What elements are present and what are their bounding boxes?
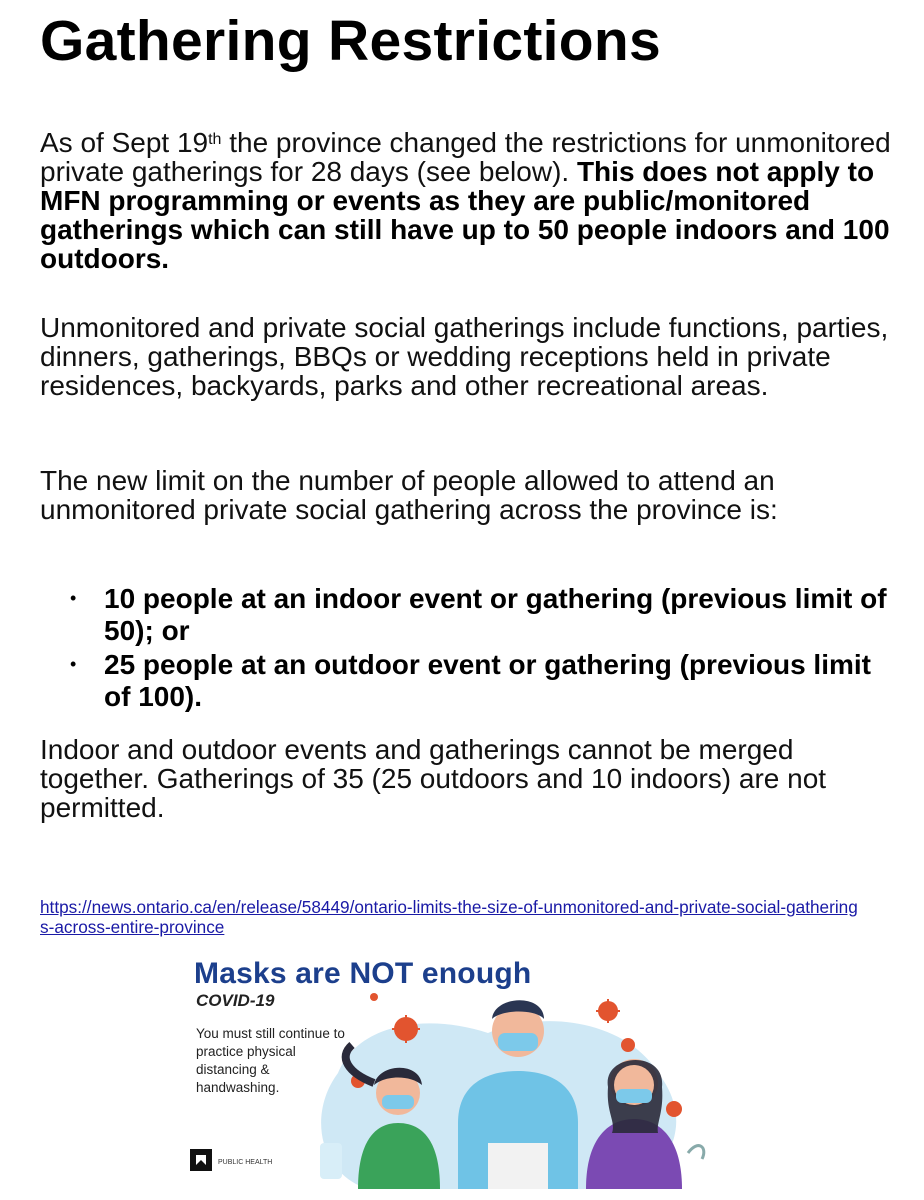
intro-paragraph xyxy=(40,128,900,273)
intro-text: the province changed the restrictions for unmonitored private gatherings for 28 days (see below). xyxy=(40,127,891,187)
bullet: • xyxy=(70,588,77,608)
limit-text: 10 people at an indoor event or gathering (previous limit of 50); or xyxy=(104,583,887,646)
logo-text: PUBLIC HEALTH xyxy=(218,1159,273,1166)
public-health-logo xyxy=(188,1145,308,1175)
list-item xyxy=(40,649,900,712)
list-item xyxy=(40,583,900,646)
bullet: • xyxy=(70,654,77,674)
infographic-subtitle: COVID-19 xyxy=(196,991,275,1010)
infographic-message: You must still continue to practice physical distancing & handwashing. xyxy=(196,1026,345,1095)
intro-bold-note: This does not apply to MFN programming or events as they are public/monitored gatherings which can still have up to 50 people indoors and 100 outdoors. xyxy=(40,156,890,274)
intro-date-text: As of Sept 19 xyxy=(40,127,209,158)
merge-note-paragraph: Indoor and outdoor events and gatherings cannot be merged together. Gatherings of 35 (25 outdoors and 10 indoors) are not permitted. xyxy=(40,734,827,823)
date-ordinal: th xyxy=(208,131,222,148)
limit-intro-paragraph: The new limit on the number of people allowed to attend an unmonitored private social gathering across the province is: xyxy=(40,465,778,525)
definition-paragraph: Unmonitored and private social gatherings include functions, parties, dinners, gatherings, BBQs or wedding receptions held in private residences, backyards, parks and other recreational areas. xyxy=(40,312,889,401)
page-title: Gathering Restrictions xyxy=(40,9,662,73)
limits-list xyxy=(40,583,900,715)
masks-infographic xyxy=(188,953,708,1193)
limit-text: 25 people at an outdoor event or gathering (previous limit of 100). xyxy=(104,649,871,712)
infographic-title: Masks are NOT enough xyxy=(194,957,532,990)
source-link[interactable]: https://news.ontario.ca/en/release/58449/ontario-limits-the-size-of-unmonitored-and-private-social-gatherings-across-entire-province xyxy=(40,897,858,937)
